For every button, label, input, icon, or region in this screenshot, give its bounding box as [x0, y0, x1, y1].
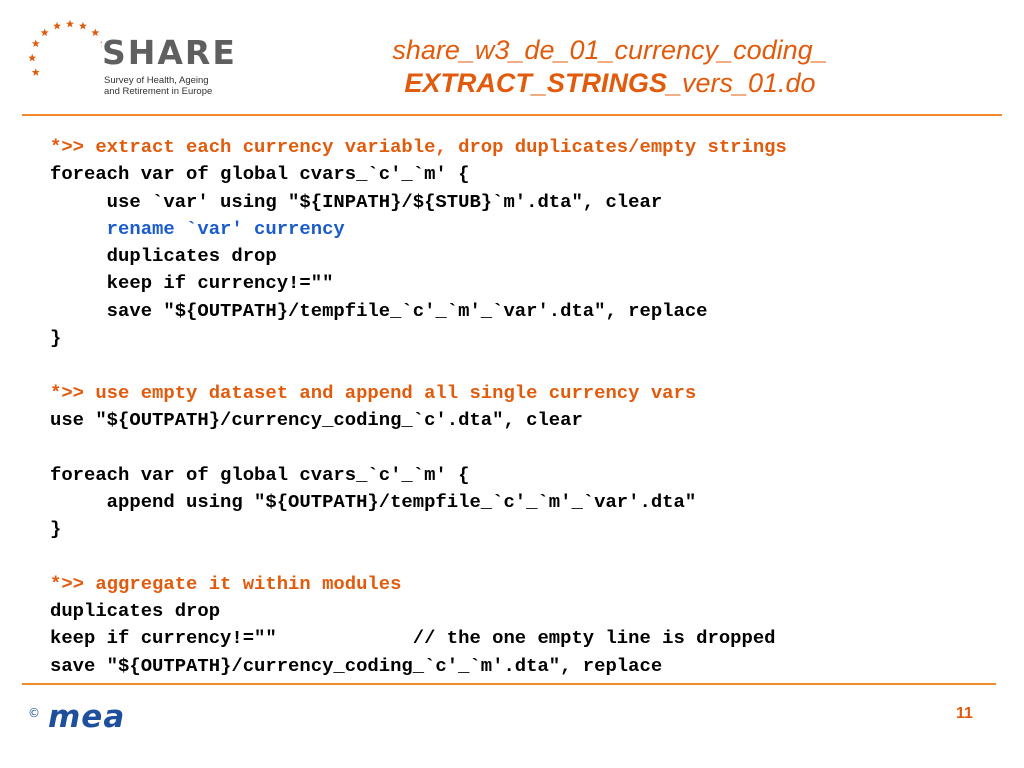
slide-title-rest-part: _vers_01.do: [666, 68, 816, 98]
mea-logo: [28, 699, 138, 742]
slide-title-line-2: [320, 67, 900, 100]
logo-star: [66, 20, 74, 28]
code-line: use "${OUTPATH}/currency_coding_`c'.dta", clear: [50, 408, 583, 431]
code-line: }: [50, 518, 62, 541]
share-logo: [22, 14, 237, 100]
code-comment-line: *>> aggregate it within modules: [50, 572, 402, 595]
footer-divider: [22, 683, 996, 685]
code-line: [50, 434, 1010, 461]
header-divider: [22, 114, 1002, 116]
slide-title: [320, 34, 900, 100]
code-line: foreach var of global cvars_`c'_`m' {: [50, 463, 470, 486]
logo-wordmark: SHARE: [102, 33, 237, 72]
code-line: use `var' using "${INPATH}/${STUB}`m'.dta", clear: [50, 190, 663, 213]
logo-star: [32, 68, 40, 76]
code-line: duplicates drop: [50, 245, 277, 268]
copyright-symbol: ©: [28, 706, 40, 720]
code-block: [50, 134, 1010, 680]
code-line: keep if currency!="": [50, 272, 334, 295]
logo-star: [91, 29, 99, 37]
page-number: 11: [956, 705, 973, 722]
code-line: duplicates drop: [50, 600, 221, 623]
star-ring-icon: [22, 14, 102, 100]
slide-title-bold-part: EXTRACT_STRINGS: [404, 68, 667, 98]
logo-star: [41, 29, 49, 37]
logo-star: [32, 39, 40, 47]
slide-title-line-1: share_w3_de_01_currency_coding_: [392, 35, 828, 65]
code-line: }: [50, 327, 62, 350]
code-line: keep if currency!="" // the one empty line is dropped: [50, 627, 776, 650]
logo-subtitle: [104, 75, 212, 97]
logo-subtitle-line-1: Survey of Health, Ageing: [104, 75, 209, 86]
code-comment-line: *>> extract each currency variable, drop duplicates/empty strings: [50, 136, 787, 158]
mea-wordmark: mea: [48, 699, 126, 735]
logo-star: [79, 22, 87, 30]
code-comment-line: *>> use empty dataset and append all single currency vars: [50, 381, 697, 404]
code-line: rename `var' currency: [50, 217, 345, 240]
code-line: append using "${OUTPATH}/tempfile_`c'_`m'_`var'.dta": [50, 490, 697, 513]
code-line: save "${OUTPATH}/tempfile_`c'_`m'_`var'.dta", replace: [50, 299, 708, 322]
logo-star: [28, 54, 36, 62]
code-line: [50, 543, 1010, 570]
code-line: save "${OUTPATH}/currency_coding_`c'_`m'.dta", replace: [50, 654, 663, 677]
code-line: foreach var of global cvars_`c'_`m' {: [50, 163, 470, 186]
logo-star: [53, 22, 61, 30]
logo-subtitle-line-2: and Retirement in Europe: [104, 86, 213, 97]
code-line: [50, 352, 1010, 379]
